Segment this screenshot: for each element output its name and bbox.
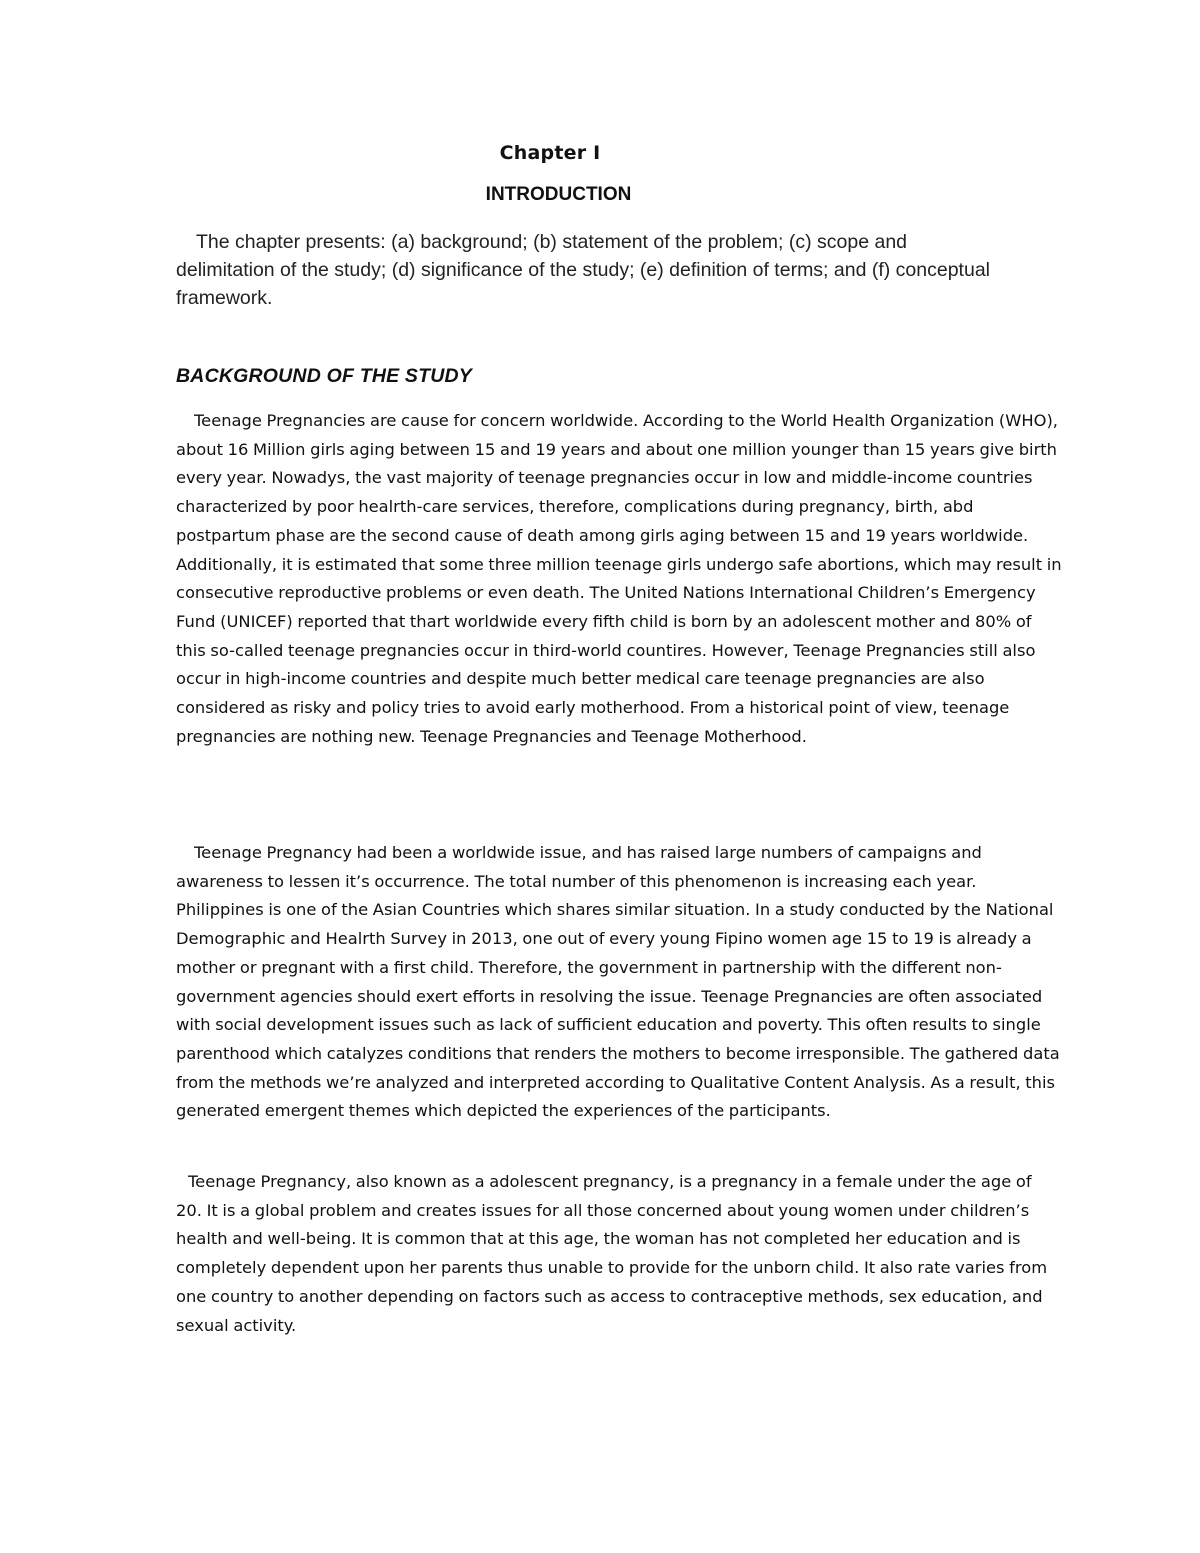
chapter-title: INTRODUCTION	[485, 184, 632, 205]
body-paragraph: Teenage Pregnancy, also known as a adolescent pregnancy, is a pregnancy in a female under the age of 20. It is a global problem and creates issues for all those concerned about young women under children’s health and well-being. It is common that at this age, the woman has not completed her education and is completely dependent upon her parents thus unable to provide for the unborn child. It also rate varies from one country to another depending on factors such as access to contraceptive methods, sex education, and sexual activity.	[176, 1172, 1048, 1335]
body-paragraph: Teenage Pregnancy had been a worldwide issue, and has raised large numbers of campaigns and awareness to lessen it’s occurrence. The total number of this phenomenon is increasing each year. Philippines is one of the Asian Countries which shares similar situation. In a study conducted by the National Demographic and Healrth Survey in 2013, one out of every young Fipino women age 15 to 19 is already a mother or pregnant with a first child. Therefore, the government in partnership with the different non-government agencies should exert efforts in resolving the issue. Teenage Pregnancies are often associated with social development issues such as lack of sufficient education and poverty. This often results to single parenthood which catalyzes conditions that renders the mothers to become irresponsible. The gathered data from the methods we’re analyzed and interpreted according to Qualitative Content Analysis. As a result, this generated emergent themes which depicted the experiences of the participants.	[176, 843, 1060, 1121]
section-heading: BACKGROUND OF THE STUDY	[176, 365, 473, 387]
intro-paragraph: The chapter presents: (a) background; (b) statement of the problem; (c) scope and delimitation of the study; (d) significance of the study; (e) definition of terms; and (f) conceptual framework.	[176, 231, 990, 309]
body-paragraph: Teenage Pregnancies are cause for concern worldwide. According to the World Health Organization (WHO), about 16 Million girls aging between 15 and 19 years and about one million younger than 15 years give birth every year. Nowadys, the vast majority of teenage pregnancies occur in low and middle-income countries characterized by poor healrth-care services, therefore, complications during pregnancy, birth, abd postpartum phase are the second cause of death among girls aging between 15 and 19 years worldwide. Additionally, it is estimated that some three million teenage girls undergo safe abortions, which may result in consecutive reproductive problems or even death. The United Nations International Children’s Emergency Fund (UNICEF) reported that thart worldwide every fifth child is born by an adolescent mother and 80% of this so-called teenage pregnancies occur in third-world countires. However, Teenage Pregnancies still also occur in high-income countries and despite much better medical care teenage pregnancies are also considered as risky and policy tries to avoid early motherhood. From a historical point of view, teenage pregnancies are nothing new. Teenage Pregnancies and Teenage Motherhood.	[176, 411, 1062, 746]
chapter-label: Chapter I	[499, 142, 601, 164]
